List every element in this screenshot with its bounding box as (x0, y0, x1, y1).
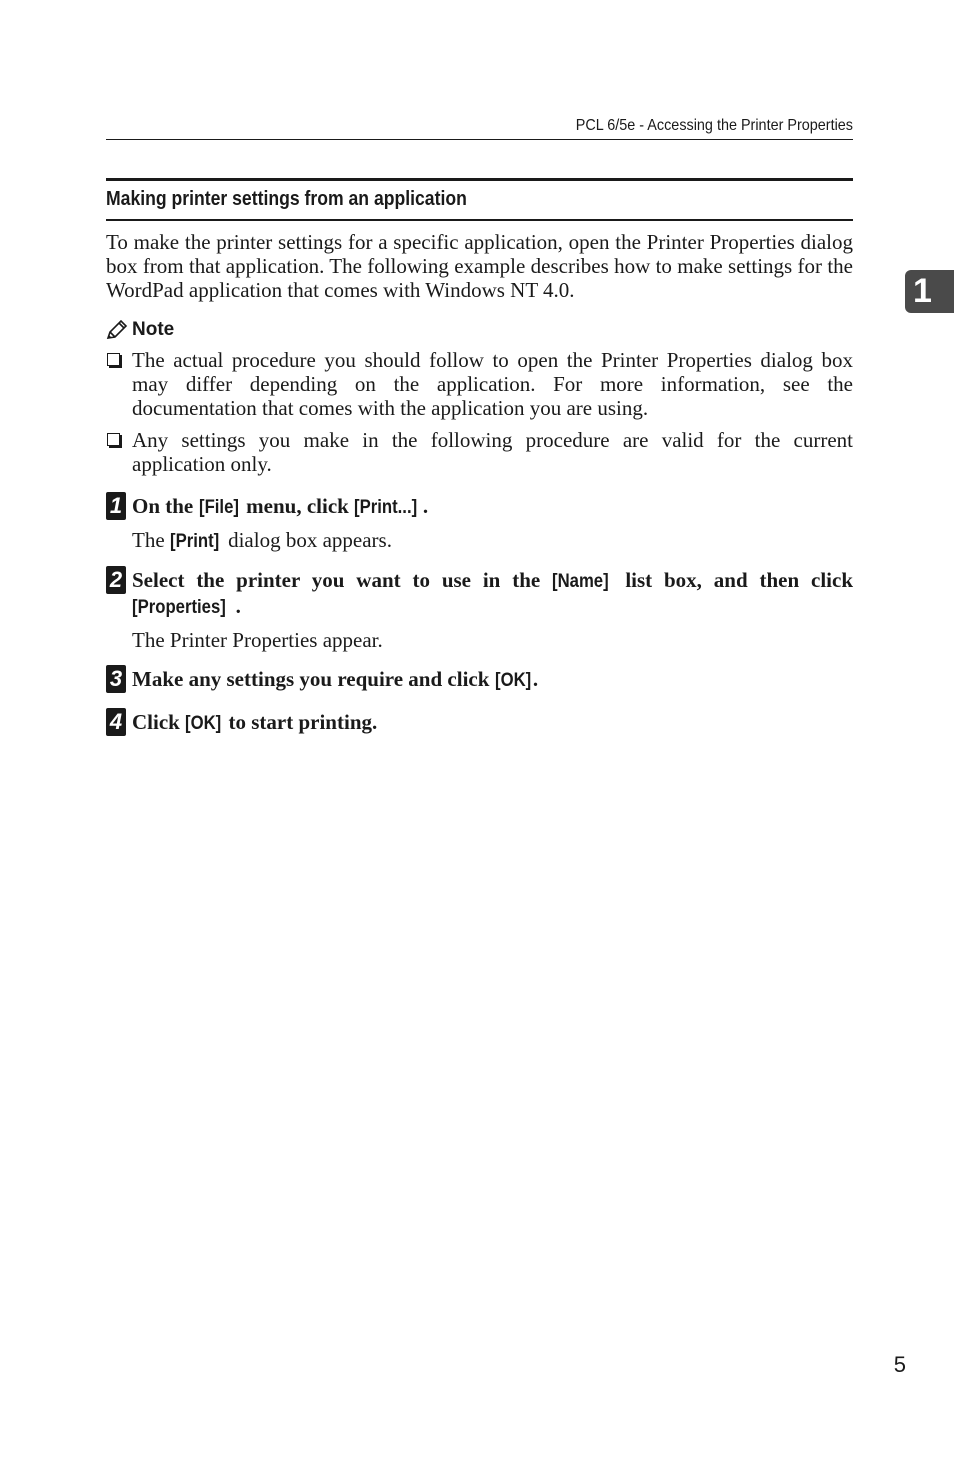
ui-term-ok: [OK] (494, 670, 531, 691)
step-instruction: Make any settings you require and click [OK]. (132, 667, 539, 691)
step-instruction: On the [File] menu, click [Print...] . (132, 494, 429, 518)
step-number-badge: 3 (106, 665, 126, 693)
step-result: The Printer Properties appear. (132, 628, 383, 652)
checkbox-icon (107, 353, 120, 366)
step-instruction: Click [OK] to start printing. (132, 710, 378, 734)
section-rule-top (106, 178, 853, 181)
step-1 (106, 494, 853, 554)
running-header: PCL 6/5e - Accessing the Printer Properties (575, 117, 853, 134)
ui-term-ok: [OK] (185, 713, 222, 734)
ui-term-properties: [Properties] (132, 597, 226, 618)
step-number-badge: 2 (106, 566, 126, 594)
ui-term-file: [File] (198, 497, 239, 518)
note-label: Note (132, 319, 175, 340)
ui-term-print-dialog: [Print] (169, 531, 220, 552)
note-item (106, 428, 853, 476)
note-heading (106, 319, 174, 341)
step-result: The [Print] dialog box appears. (132, 528, 392, 552)
section-title: Making printer settings from an application (106, 188, 467, 210)
chapter-tab: 1 (905, 270, 954, 313)
step-4 (106, 710, 853, 736)
step-3 (106, 667, 853, 693)
step-number-badge: 1 (106, 492, 126, 520)
step-instruction: Select the printer you want to use in the [Name] list box, and then click [Properties] . (132, 568, 853, 618)
pencil-icon (106, 320, 128, 340)
note-item (106, 348, 853, 420)
header-rule (106, 139, 853, 140)
checkbox-icon (107, 433, 120, 446)
page-number: 5 (893, 1352, 906, 1377)
note-item-text: Any settings you make in the following procedure are valid for the current application only. (132, 428, 853, 476)
step-number-badge: 4 (106, 708, 126, 736)
note-item-text: The actual procedure you should follow to open the Printer Properties dialog box may differ depending on the application. For more information, see the documentation that comes with the application you are using. (132, 348, 853, 420)
step-2 (106, 568, 853, 652)
ui-term-print: [Print...] (354, 497, 418, 518)
intro-paragraph: To make the printer settings for a specific application, open the Printer Properties dialog box from that application. The following example describes how to make settings for the WordPad application that comes with Windows NT 4.0. (106, 230, 853, 302)
note-list (106, 348, 853, 484)
ui-term-name: [Name] (552, 571, 609, 592)
section-rule-bottom (106, 219, 853, 221)
